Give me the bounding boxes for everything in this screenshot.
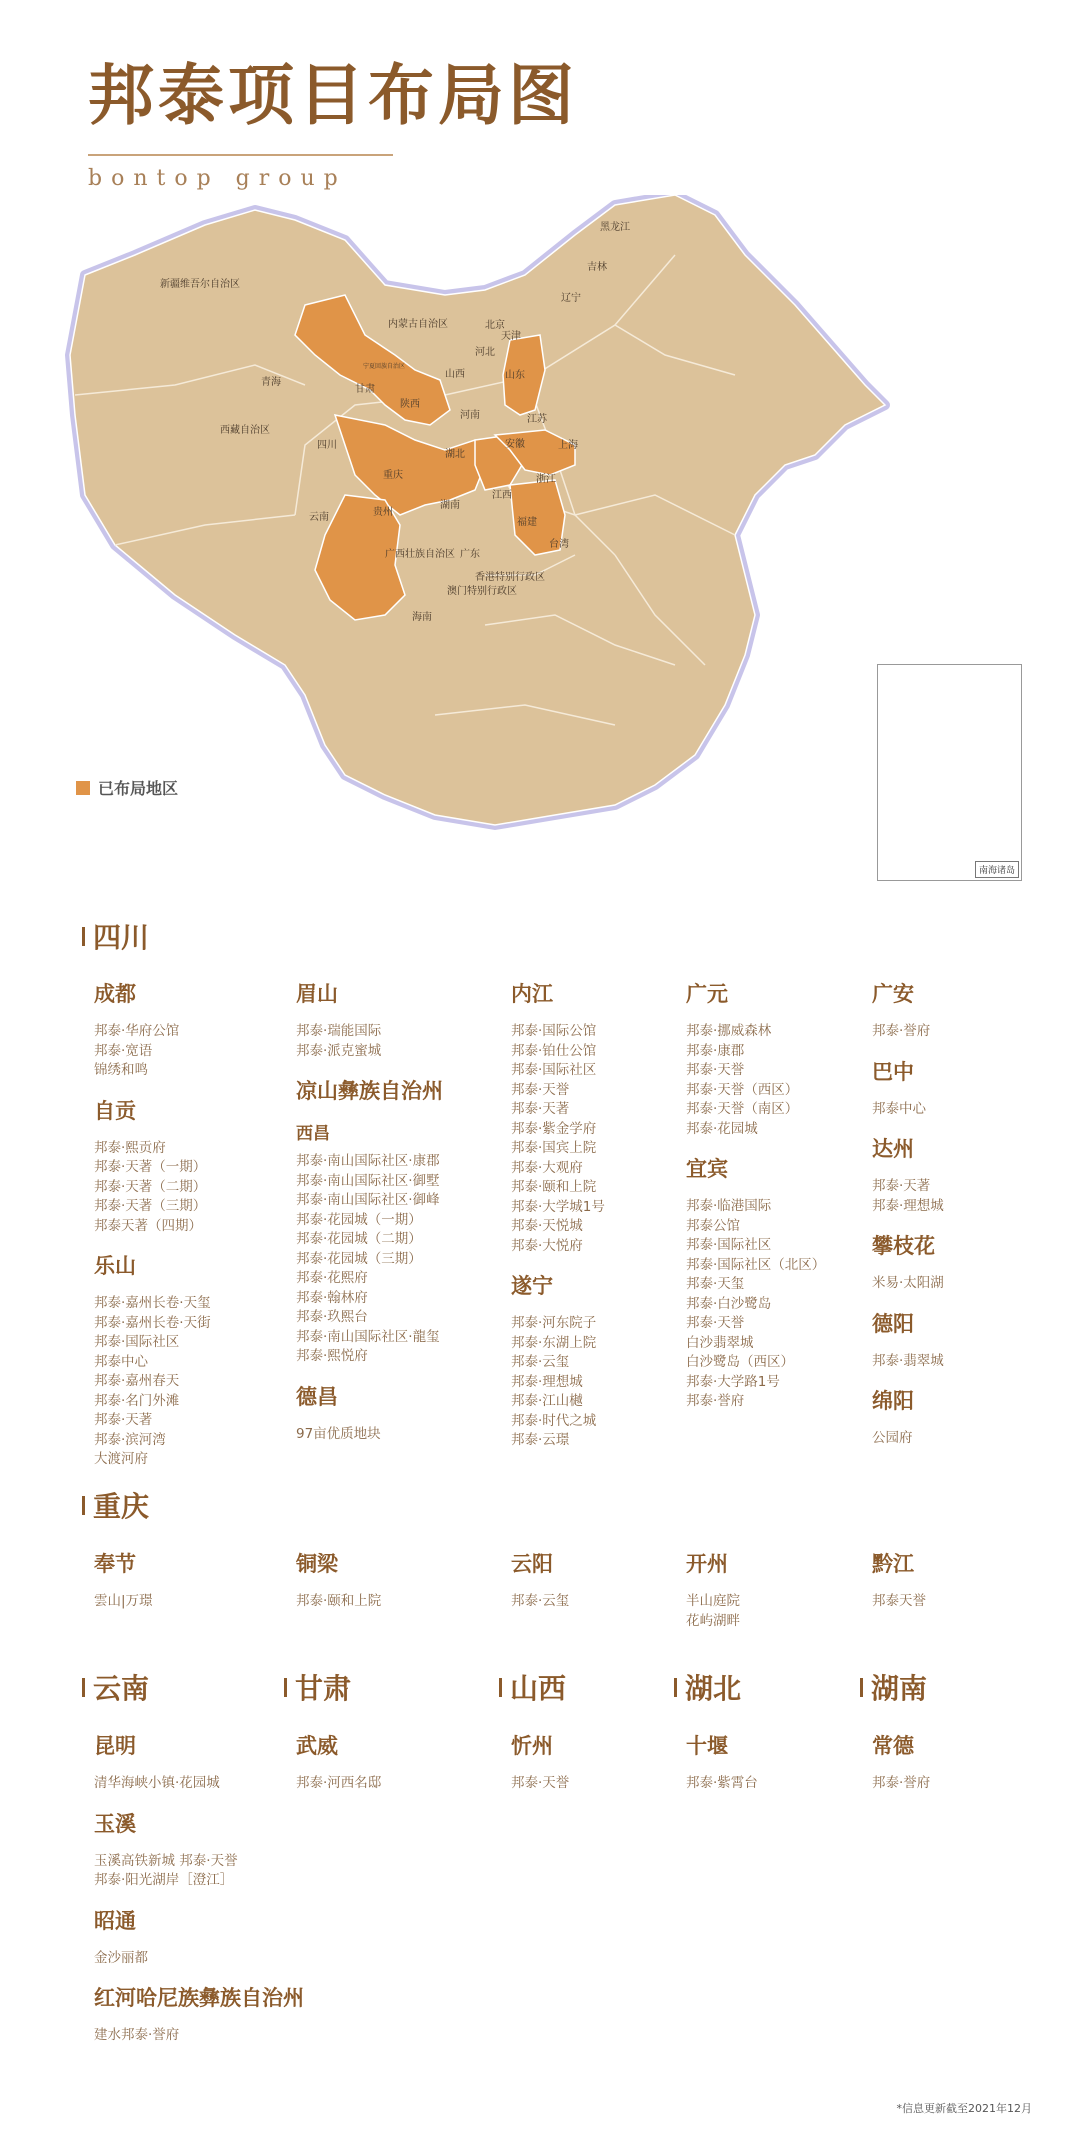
province-marker bbox=[499, 1678, 502, 1697]
project-item: 97亩优质地块 bbox=[296, 1425, 381, 1442]
city-name: 乐山 bbox=[94, 1254, 136, 1278]
project-item: 邦泰·大学路1号 bbox=[686, 1373, 780, 1390]
project-item: 雲山|万璟 bbox=[94, 1593, 153, 1609]
city-group bbox=[296, 1075, 443, 1367]
label-taiwan: 台湾 bbox=[549, 539, 569, 550]
label-guangxi: 广西壮族自治区 bbox=[385, 549, 455, 560]
city-name: 广元 bbox=[686, 982, 728, 1006]
label-qinghai: 青海 bbox=[261, 377, 281, 388]
project-item: 邦泰·誉府 bbox=[686, 1393, 745, 1409]
label-hongkong: 香港特别行政区 bbox=[475, 572, 545, 583]
label-shandong: 山东 bbox=[505, 370, 525, 381]
project-item: 邦泰·誉府 bbox=[872, 1023, 931, 1039]
city-name: 十堰 bbox=[686, 1734, 728, 1758]
city-group bbox=[94, 978, 211, 1081]
province-marker bbox=[82, 1678, 85, 1697]
project-item: 邦泰·临港国际 bbox=[686, 1198, 772, 1214]
project-item: 花屿湖畔 bbox=[686, 1612, 740, 1629]
project-item: 邦泰·天誉 bbox=[686, 1062, 745, 1078]
city-column bbox=[94, 1548, 153, 1626]
project-item: 邦泰·熙悦府 bbox=[296, 1348, 368, 1364]
province-header bbox=[674, 1667, 741, 1707]
project-item: 邦泰·河东院子 bbox=[511, 1315, 597, 1331]
city-name: 广安 bbox=[872, 982, 914, 1006]
city-group bbox=[296, 1548, 381, 1612]
project-item: 邦泰·阳光湖岸［澄江］ bbox=[94, 1872, 234, 1888]
city-name: 宜宾 bbox=[686, 1157, 728, 1181]
city-name: 昆明 bbox=[94, 1734, 136, 1758]
city-group bbox=[872, 1230, 944, 1294]
province-title: 湖北 bbox=[685, 1672, 742, 1705]
map-legend bbox=[76, 776, 178, 799]
label-hainan: 海南 bbox=[412, 612, 432, 623]
project-item: 邦泰·南山国际社区·御墅 bbox=[296, 1172, 440, 1189]
city-group bbox=[296, 1381, 443, 1445]
project-item: 邦泰中心 bbox=[872, 1100, 926, 1117]
label-yunnan: 云南 bbox=[309, 512, 329, 523]
city-group bbox=[94, 1730, 304, 1794]
project-item: 邦泰·国际公馆 bbox=[511, 1023, 597, 1039]
label-sichuan: 四川 bbox=[317, 440, 337, 451]
project-item: 邦泰·玖熙台 bbox=[296, 1309, 368, 1325]
project-item: 邦泰·南山国际社区·康郡 bbox=[296, 1153, 440, 1169]
city-name: 巴中 bbox=[872, 1059, 914, 1084]
city-group bbox=[686, 1730, 758, 1794]
project-item: 邦泰·颐和上院 bbox=[511, 1179, 597, 1195]
project-item: 邦泰中心 bbox=[94, 1353, 148, 1370]
city-column bbox=[94, 978, 211, 1484]
project-item: 邦泰·花熙府 bbox=[296, 1270, 368, 1286]
city-group bbox=[686, 1548, 740, 1631]
project-item: 邦泰·颐和上院 bbox=[296, 1593, 382, 1609]
project-item: 邦泰·天誉 bbox=[511, 1081, 570, 1098]
project-item: 邦泰·南山国际社区·龍玺 bbox=[296, 1328, 440, 1345]
project-item: 邦泰·华府公馆 bbox=[94, 1023, 180, 1039]
city-name: 开州 bbox=[686, 1552, 728, 1576]
city-name: 达州 bbox=[872, 1137, 914, 1161]
label-tianjin: 天津 bbox=[501, 331, 521, 342]
city-group bbox=[511, 978, 605, 1256]
province-marker bbox=[860, 1678, 863, 1697]
project-item: 邦泰·紫霄台 bbox=[686, 1775, 758, 1791]
project-item: 邦泰·天誉 bbox=[686, 1315, 745, 1331]
project-item: 邦泰·大悦府 bbox=[511, 1237, 583, 1254]
project-item: 邦泰公馆 bbox=[686, 1217, 740, 1234]
province-marker bbox=[284, 1678, 287, 1697]
south-china-sea-inset bbox=[877, 664, 1022, 881]
legend-label: 已布局地区 bbox=[98, 779, 179, 798]
city-column bbox=[296, 1548, 381, 1626]
project-item: 邦泰·南山国际社区·御峰 bbox=[296, 1192, 440, 1208]
project-item: 邦泰·铂仕公馆 bbox=[511, 1042, 597, 1059]
label-hunan: 湖南 bbox=[440, 500, 460, 511]
label-hebei: 河北 bbox=[475, 347, 495, 358]
province-title: 甘肃 bbox=[295, 1672, 352, 1705]
city-group bbox=[872, 1548, 926, 1612]
city-name: 云阳 bbox=[511, 1552, 553, 1576]
label-heilongjiang: 黑龙江 bbox=[600, 222, 630, 233]
project-item: 邦泰·天誉（西区） bbox=[686, 1081, 799, 1098]
project-item: 邦泰·云玺 bbox=[511, 1354, 570, 1370]
project-item: 邦泰天誉 bbox=[872, 1593, 926, 1609]
label-beijing: 北京 bbox=[485, 320, 505, 331]
project-item: 邦泰·派克蜜城 bbox=[296, 1042, 382, 1059]
city-name: 玉溪 bbox=[94, 1811, 136, 1836]
city-group bbox=[686, 1153, 825, 1412]
label-anhui: 安徽 bbox=[505, 439, 525, 450]
project-item: 邦泰·天誉（南区） bbox=[686, 1101, 799, 1117]
city-column bbox=[511, 978, 605, 1465]
city-group bbox=[94, 1808, 304, 1891]
province-header bbox=[82, 916, 149, 956]
project-item: 邦泰·天玺 bbox=[686, 1276, 745, 1292]
city-name: 攀枝花 bbox=[872, 1234, 935, 1258]
city-group bbox=[872, 978, 944, 1042]
footnote: *信息更新截至2021年12月 bbox=[896, 2102, 1032, 2115]
project-item: 邦泰·花园城 bbox=[686, 1120, 758, 1137]
project-item: 邦泰·挪威森林 bbox=[686, 1023, 772, 1039]
project-item: 公园府 bbox=[872, 1430, 913, 1446]
province-header bbox=[82, 1485, 149, 1525]
sub-city-name: 西昌 bbox=[296, 1124, 330, 1144]
project-item: 邦泰·河西名邸 bbox=[296, 1775, 382, 1791]
label-shanxi: 山西 bbox=[445, 369, 465, 380]
label-jilin: 吉林 bbox=[587, 262, 607, 273]
label-zhejiang: 浙江 bbox=[536, 474, 556, 485]
city-group bbox=[94, 1548, 153, 1612]
province-header bbox=[499, 1667, 566, 1707]
label-fujian: 福建 bbox=[517, 517, 537, 528]
city-name: 黔江 bbox=[872, 1552, 914, 1576]
city-column bbox=[296, 978, 443, 1458]
project-item: 邦泰·熙贡府 bbox=[94, 1139, 166, 1156]
city-name: 常德 bbox=[872, 1734, 914, 1758]
city-group bbox=[296, 978, 443, 1061]
project-item: 白沙翡翠城 bbox=[686, 1334, 754, 1351]
city-column bbox=[872, 1730, 930, 1808]
label-ningxia: 宁夏回族自治区 bbox=[363, 363, 406, 370]
project-item: 半山庭院 bbox=[686, 1593, 740, 1609]
project-item: 邦泰·白沙鹭岛 bbox=[686, 1295, 772, 1312]
label-gansu: 甘肃 bbox=[355, 384, 375, 395]
city-group bbox=[872, 1133, 944, 1216]
city-name: 武威 bbox=[296, 1734, 338, 1758]
city-name: 凉山彝族自治州 bbox=[296, 1079, 443, 1103]
project-item: 邦泰·大学城1号 bbox=[511, 1198, 605, 1215]
project-item: 邦泰·翰林府 bbox=[296, 1289, 368, 1306]
project-item: 邦泰·国际社区 bbox=[94, 1334, 180, 1350]
project-item: 邦泰·理想城 bbox=[511, 1373, 583, 1390]
city-name: 内江 bbox=[511, 982, 553, 1006]
project-item: 邦泰·江山樾 bbox=[511, 1393, 583, 1409]
city-group bbox=[511, 1270, 605, 1451]
city-name: 成都 bbox=[94, 982, 136, 1006]
project-item: 建水邦泰·誉府 bbox=[94, 2027, 180, 2043]
city-column bbox=[872, 1548, 926, 1626]
city-column bbox=[872, 978, 944, 1463]
project-item: 邦泰·名门外滩 bbox=[94, 1392, 180, 1409]
project-item: 邦泰·天著 bbox=[511, 1101, 570, 1117]
project-item: 金沙丽都 bbox=[94, 1949, 148, 1966]
project-item: 邦泰·天著（一期） bbox=[94, 1159, 207, 1175]
project-item: 邦泰·嘉州长卷·天街 bbox=[94, 1314, 211, 1331]
city-name: 红河哈尼族彝族自治州 bbox=[94, 1986, 304, 2010]
city-column bbox=[94, 1730, 304, 2060]
project-item: 邦泰·国际社区（北区） bbox=[686, 1256, 826, 1273]
province-marker bbox=[82, 1496, 85, 1515]
project-item: 邦泰·国宾上院 bbox=[511, 1140, 597, 1156]
project-item: 邦泰·天著（二期） bbox=[94, 1178, 207, 1195]
province-title: 湖南 bbox=[871, 1672, 928, 1705]
province-marker bbox=[674, 1678, 677, 1697]
project-item: 邦泰·花园城（二期） bbox=[296, 1231, 422, 1247]
project-item: 玉溪高铁新城 邦泰·天誉 bbox=[94, 1852, 238, 1869]
label-jiangsu: 江苏 bbox=[527, 414, 547, 425]
city-group bbox=[94, 1982, 304, 2046]
city-group bbox=[94, 1905, 304, 1969]
project-item: 邦泰·时代之城 bbox=[511, 1412, 597, 1429]
province-header bbox=[82, 1667, 149, 1707]
label-neimenggu: 内蒙古自治区 bbox=[388, 319, 448, 330]
project-item: 邦泰·大观府 bbox=[511, 1159, 583, 1176]
project-item: 邦泰·花园城（一期） bbox=[296, 1211, 422, 1228]
city-group bbox=[511, 1730, 569, 1794]
project-item: 邦泰·国际社区 bbox=[511, 1062, 597, 1078]
city-column bbox=[686, 1548, 740, 1645]
city-name: 遂宁 bbox=[511, 1274, 553, 1298]
page-subtitle: bontop group bbox=[88, 166, 347, 191]
province-title: 四川 bbox=[93, 921, 150, 954]
project-item: 邦泰·云璟 bbox=[511, 1432, 570, 1448]
label-guizhou: 贵州 bbox=[373, 507, 393, 518]
project-item: 邦泰·紫金学府 bbox=[511, 1120, 597, 1137]
province-title: 重庆 bbox=[93, 1490, 150, 1523]
label-guangdong: 广东 bbox=[460, 549, 480, 560]
title-divider bbox=[88, 154, 393, 156]
label-shanghai: 上海 bbox=[558, 440, 578, 451]
project-item: 邦泰·天著 bbox=[872, 1178, 931, 1194]
legend-swatch bbox=[76, 781, 90, 795]
city-column bbox=[686, 1730, 758, 1808]
city-group bbox=[94, 1095, 211, 1237]
city-group bbox=[872, 1385, 944, 1449]
label-henan: 河南 bbox=[460, 410, 480, 421]
project-item: 邦泰·国际社区 bbox=[686, 1237, 772, 1253]
project-item: 大渡河府 bbox=[94, 1451, 148, 1467]
city-group bbox=[872, 1308, 944, 1372]
project-item: 邦泰·康郡 bbox=[686, 1042, 745, 1059]
project-item: 邦泰·天悦城 bbox=[511, 1218, 583, 1234]
city-column bbox=[511, 1548, 569, 1626]
city-group bbox=[872, 1730, 930, 1794]
city-name: 德昌 bbox=[296, 1384, 338, 1409]
project-item: 清华海峡小镇·花园城 bbox=[94, 1775, 220, 1791]
city-name: 奉节 bbox=[94, 1552, 136, 1576]
label-hubei: 湖北 bbox=[445, 449, 465, 460]
project-item: 邦泰·理想城 bbox=[872, 1197, 944, 1214]
city-name: 铜梁 bbox=[296, 1552, 338, 1576]
project-item: 邦泰·东湖上院 bbox=[511, 1334, 597, 1351]
city-name: 德阳 bbox=[872, 1311, 914, 1336]
project-item: 邦泰天著（四期） bbox=[94, 1217, 202, 1234]
label-liaoning: 辽宁 bbox=[561, 293, 581, 304]
project-item: 白沙鹭岛（西区） bbox=[686, 1354, 794, 1370]
china-map bbox=[55, 195, 1015, 885]
project-item: 邦泰·云玺 bbox=[511, 1593, 570, 1609]
city-name: 眉山 bbox=[296, 982, 338, 1006]
label-xinjiang: 新疆维吾尔自治区 bbox=[160, 279, 240, 290]
city-column bbox=[511, 1730, 569, 1808]
city-group bbox=[872, 1056, 944, 1120]
china-map-svg bbox=[55, 195, 1015, 885]
project-item: 邦泰·嘉州春天 bbox=[94, 1373, 180, 1389]
project-item: 邦泰·天著（三期） bbox=[94, 1198, 207, 1214]
header bbox=[88, 56, 578, 191]
province-title: 山西 bbox=[510, 1672, 567, 1705]
city-name: 忻州 bbox=[511, 1734, 553, 1758]
page-title: 邦泰项目布局图 bbox=[88, 56, 578, 134]
project-item: 米易·太阳湖 bbox=[872, 1275, 944, 1291]
label-macau: 澳门特别行政区 bbox=[447, 586, 517, 597]
city-group bbox=[686, 978, 825, 1139]
province-title: 云南 bbox=[93, 1672, 150, 1705]
city-group bbox=[511, 1548, 569, 1612]
city-name: 昭通 bbox=[94, 1908, 136, 1933]
label-jiangxi: 江西 bbox=[492, 490, 512, 501]
label-tibet: 西藏自治区 bbox=[220, 425, 270, 436]
inset-caption: 南海诸岛 bbox=[975, 861, 1019, 878]
province-header bbox=[284, 1667, 351, 1707]
city-name: 绵阳 bbox=[872, 1389, 914, 1413]
province-header bbox=[860, 1667, 927, 1707]
label-chongqing: 重庆 bbox=[383, 470, 403, 481]
label-shaanxi: 陕西 bbox=[400, 399, 420, 410]
city-group bbox=[296, 1730, 381, 1794]
project-item: 邦泰·誉府 bbox=[872, 1775, 931, 1791]
project-item: 邦泰·花园城（三期） bbox=[296, 1250, 422, 1267]
city-column bbox=[296, 1730, 381, 1808]
project-item: 邦泰·翡翠城 bbox=[872, 1352, 944, 1369]
city-group bbox=[94, 1250, 211, 1470]
project-item: 邦泰·瑞能国际 bbox=[296, 1023, 382, 1039]
project-item: 邦泰·宽语 bbox=[94, 1042, 153, 1059]
province-marker bbox=[82, 927, 85, 946]
project-item: 邦泰·嘉州长卷·天玺 bbox=[94, 1295, 211, 1311]
city-column bbox=[686, 978, 825, 1426]
project-item: 邦泰·天誉 bbox=[511, 1775, 570, 1791]
project-item: 邦泰·滨河湾 bbox=[94, 1431, 166, 1448]
city-name: 自贡 bbox=[94, 1098, 136, 1123]
project-item: 邦泰·天著 bbox=[94, 1412, 153, 1428]
project-item: 锦绣和鸣 bbox=[94, 1062, 148, 1078]
